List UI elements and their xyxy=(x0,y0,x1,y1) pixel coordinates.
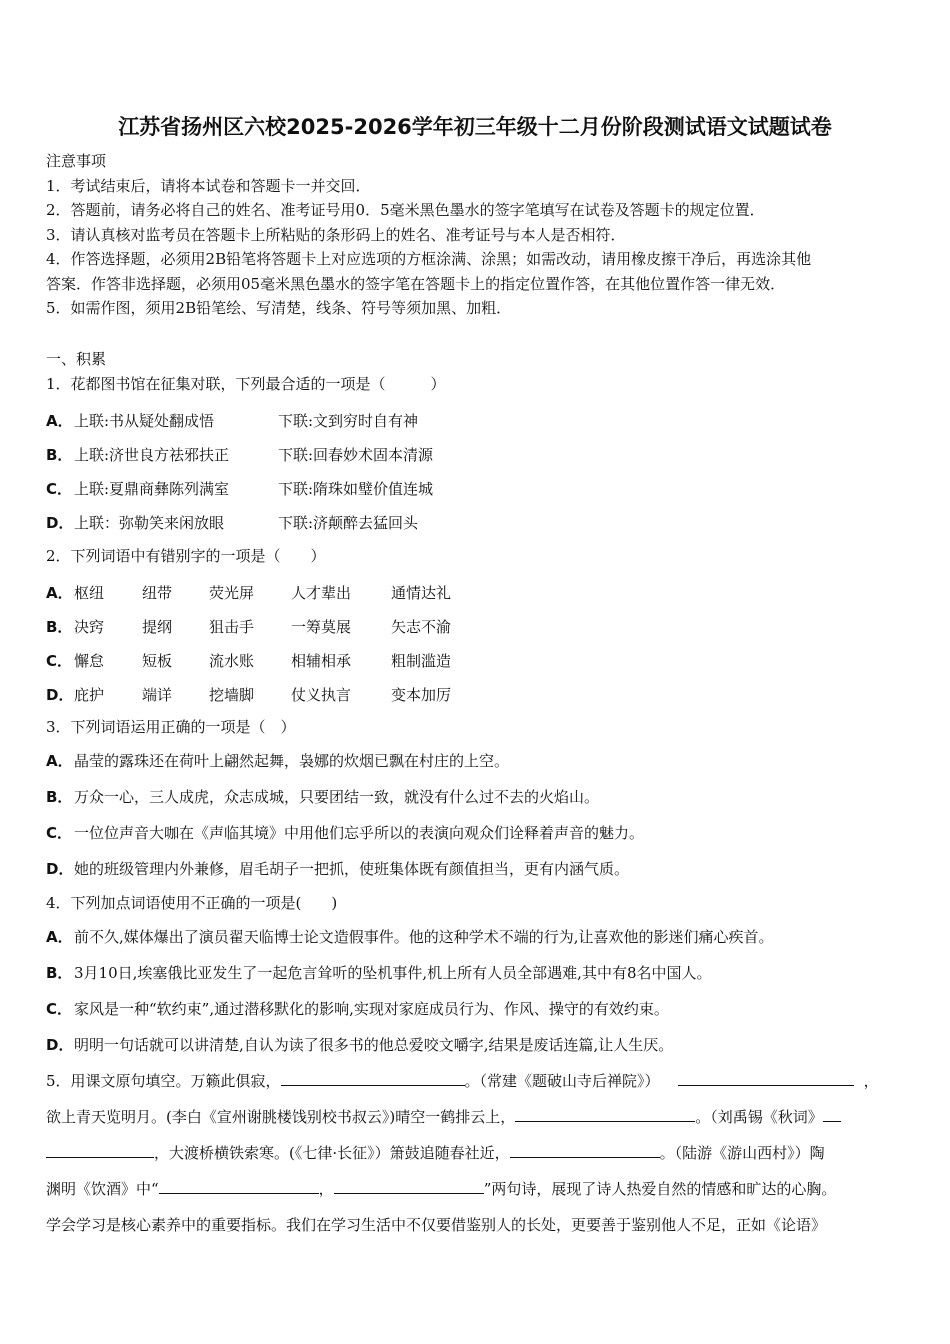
lower-couplet: 下联:隋珠如璧价值连城 xyxy=(278,480,434,498)
text-segment: 渊明《饮酒》中“ xyxy=(46,1180,159,1198)
option-letter: C． xyxy=(46,480,73,498)
notice-item: 4．作答选择题，必须用2B铅笔将答题卡上对应选项的方框涂满、涂黑；如需改动，请用橡皮擦干净后，再选涂其他 xyxy=(46,250,812,268)
word: 狙击手 xyxy=(209,618,255,636)
text-segment: 。（常建《题破山寺后禅院》） xyxy=(464,1072,660,1090)
word: 仗义执言 xyxy=(291,686,352,704)
option-letter: D． xyxy=(46,686,74,704)
lower-couplet: 下联:回春妙术固本清源 xyxy=(278,446,434,464)
question-2 xyxy=(46,544,906,712)
option-c xyxy=(46,644,906,678)
word: 变本加厉 xyxy=(391,686,452,704)
option-letter: C． xyxy=(46,1000,73,1018)
word: 庇护 xyxy=(74,686,105,704)
option-b xyxy=(46,779,906,815)
answer-blank[interactable] xyxy=(159,1179,319,1194)
word: 通情达礼 xyxy=(391,584,452,602)
option-letter: A． xyxy=(46,752,73,770)
option-text: 前不久,媒体爆出了演员翟天临博士论文造假事件。他的这种学术不端的行为,让喜欢他的影迷们痛心疾首。 xyxy=(74,928,774,946)
question-4 xyxy=(46,891,906,1063)
word: 提纲 xyxy=(142,618,173,636)
option-letter: C． xyxy=(46,824,73,842)
upper-couplet: 上联：弥勒笑来闲放眼 xyxy=(74,514,225,532)
option-letter: A． xyxy=(46,928,73,946)
option-text: 一位位声音大咖在《声临其境》中用他们忘乎所以的表演向观众们诠释着声音的魅力。 xyxy=(74,824,645,842)
option-c xyxy=(46,991,906,1027)
notice-item: 答案．作答非选择题，必须用05毫米黑色墨水的签字笔在答题卡上的指定位置作答，在其他位置作答一律无效． xyxy=(46,274,786,293)
option-text: 她的班级管理内外兼修，眉毛胡子一把抓，使班集体既有颜值担当，更有内涵气质。 xyxy=(74,860,630,878)
text-segment: ， xyxy=(863,1072,879,1090)
word: 荧光屏 xyxy=(209,584,255,602)
question-1 xyxy=(46,372,906,540)
question-5 xyxy=(46,1063,906,1243)
option-letter: D． xyxy=(46,1036,74,1054)
lower-couplet: 下联:文到穷时自有神 xyxy=(278,412,419,430)
option-letter: D． xyxy=(46,860,74,878)
text-segment: 学会学习是核心素养中的重要指标。我们在学习生活中不仅要借鉴别人的长处，更要善于鉴别他人不足，正如《论语》 xyxy=(46,1216,827,1234)
option-text: 万众一心，三人成虎，众志成城，只要团结一致，就没有什么过不去的火焰山。 xyxy=(74,788,600,806)
option-c xyxy=(46,815,906,851)
word: 端详 xyxy=(142,686,173,704)
answer-blank[interactable] xyxy=(334,1179,484,1194)
option-letter: B． xyxy=(46,964,73,982)
fill-in-paragraph xyxy=(46,1063,906,1243)
option-a xyxy=(46,743,906,779)
option-letter: D． xyxy=(46,514,74,532)
option-b xyxy=(46,438,906,472)
word: 懈怠 xyxy=(74,652,105,670)
text-segment: 5．用课文原句填空。万籁此俱寂， xyxy=(46,1072,281,1090)
text-segment: ”两句诗，展现了诗人热爱自然的情感和旷达的心胸。 xyxy=(483,1180,837,1198)
option-letter: C． xyxy=(46,652,73,670)
word: 枢纽 xyxy=(74,584,105,602)
option-b xyxy=(46,955,906,991)
answer-blank[interactable] xyxy=(678,1071,854,1086)
text-segment: 。（刘禹锡《秋词》 xyxy=(695,1108,823,1126)
option-d xyxy=(46,678,906,712)
word: 挖墙脚 xyxy=(209,686,255,704)
notice-section xyxy=(46,149,906,321)
question-stem: 1．花都图书馆在征集对联，下列最合适的一项是（ ） xyxy=(46,375,446,393)
option-a xyxy=(46,919,906,955)
option-text: 3月10日,埃塞俄比亚发生了一起危言耸听的坠机事件,机上所有人员全部遇难,其中有8名中国人。 xyxy=(74,964,712,982)
option-b xyxy=(46,610,906,644)
question-stem: 3．下列词语运用正确的一项是（ ） xyxy=(46,718,296,736)
option-text: 晶莹的露珠还在荷叶上翩然起舞，袅娜的炊烟已飘在村庄的上空。 xyxy=(74,752,510,770)
answer-blank[interactable] xyxy=(46,1143,154,1158)
word: 相辅相承 xyxy=(291,652,352,670)
notice-item: 1．考试结束后，请将本试卷和答题卡一并交回． xyxy=(46,176,371,195)
section-accumulation xyxy=(46,347,906,371)
word: 粗制滥造 xyxy=(391,652,452,670)
option-text: 家风是一种“软约束”,通过潜移默化的影响,实现对家庭成员行为、作风、操守的有效约束。 xyxy=(74,1000,669,1018)
word: 纽带 xyxy=(142,584,173,602)
notice-item: 5．如需作图，须用2B铅笔绘、写清楚，线条、符号等须加黑、加粗． xyxy=(46,299,512,317)
option-letter: B． xyxy=(46,618,73,636)
question-stem: 2．下列词语中有错别字的一项是（ ） xyxy=(46,547,326,565)
notice-heading: 注意事项 xyxy=(46,152,107,170)
word: 流水账 xyxy=(209,652,255,670)
option-letter: B． xyxy=(46,788,73,806)
option-text: 明明一句话就可以讲清楚,自认为读了很多书的他总爱咬文嚼字,结果是废话连篇,让人生厌。 xyxy=(74,1036,674,1054)
word: 决窍 xyxy=(74,618,105,636)
section-heading: 一、积累 xyxy=(46,350,107,368)
answer-blank[interactable] xyxy=(281,1071,465,1086)
option-a xyxy=(46,404,906,438)
upper-couplet: 上联:济世良方祛邪扶正 xyxy=(74,446,230,464)
notice-item: 2．答题前，请务必将自己的姓名、准考证号用0．5毫米黑色墨水的签字笔填写在试卷及答题卡的规定位置． xyxy=(46,201,765,219)
upper-couplet: 上联:夏鼎商彝陈列满室 xyxy=(74,480,230,498)
option-d xyxy=(46,506,906,540)
upper-couplet: 上联:书从疑处翻成悟 xyxy=(74,412,215,430)
word: 矢志不渝 xyxy=(391,618,452,636)
option-a xyxy=(46,576,906,610)
answer-blank[interactable] xyxy=(515,1107,695,1122)
text-segment: ，大渡桥横铁索寒。(《七律·长征》）箫鼓追随春社近， xyxy=(154,1144,510,1162)
option-d xyxy=(46,1027,906,1063)
option-d xyxy=(46,851,906,887)
question-stem: 4．下列加点词语使用不正确的一项是( ) xyxy=(46,894,338,912)
option-letter: B． xyxy=(46,446,73,464)
question-3 xyxy=(46,715,906,887)
option-letter: A． xyxy=(46,412,73,430)
text-segment: 欲上青天览明月。(李白《宣州谢朓楼饯别校书叔云》)晴空一鹤排云上， xyxy=(46,1108,516,1126)
option-c xyxy=(46,472,906,506)
word: 短板 xyxy=(142,652,173,670)
answer-blank[interactable] xyxy=(823,1107,841,1122)
text-segment: 。（陆游《游山西村》）陶 xyxy=(659,1144,825,1162)
text-segment: ， xyxy=(318,1180,334,1198)
page-title: 江苏省扬州区六校2025-2026学年初三年级十二月份阶段测试语文试题试卷 xyxy=(118,115,832,139)
option-letter: A． xyxy=(46,584,73,602)
answer-blank[interactable] xyxy=(510,1143,660,1158)
notice-item: 3．请认真核对监考员在答题卡上所粘贴的条形码上的姓名、准考证号与本人是否相符． xyxy=(46,225,626,244)
lower-couplet: 下联:济颠醉去猛回头 xyxy=(278,514,419,532)
word: 人才辈出 xyxy=(291,584,352,602)
word: 一筹莫展 xyxy=(291,618,352,636)
